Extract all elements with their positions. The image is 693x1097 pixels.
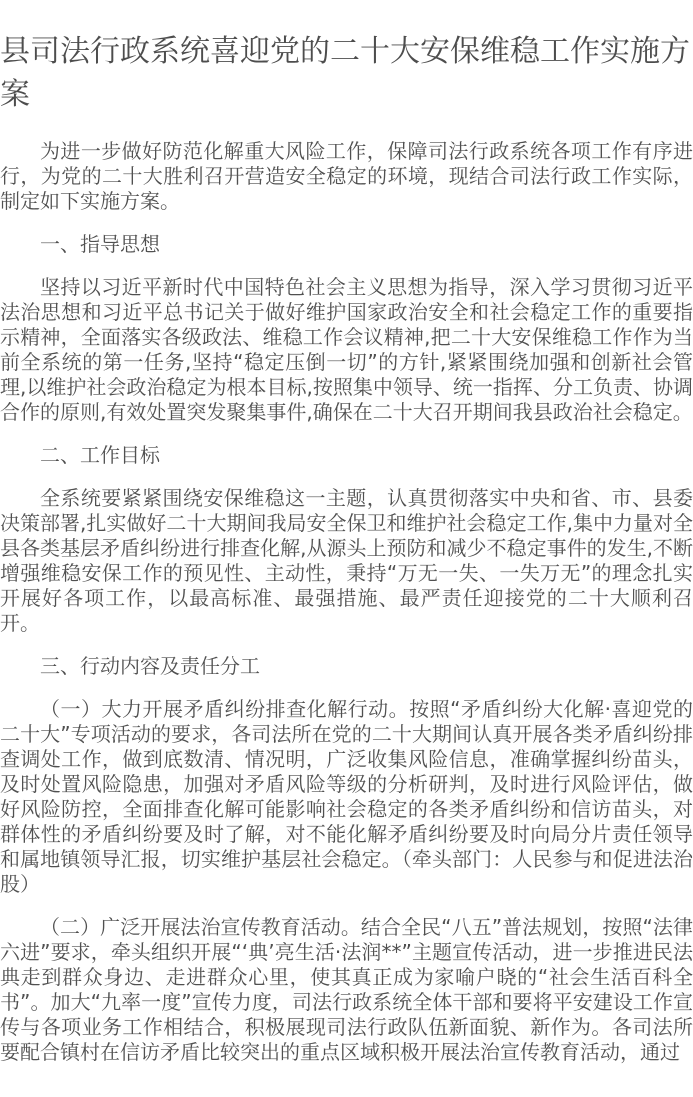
section-heading-action-content: 三、行动内容及责任分工 — [40, 654, 260, 678]
paragraph-action-item-2: （二）广泛开展法治宣传教育活动。结合全民“八五”普法规划，按照“法律六进”要求，牵头组织开展“‘典’亮生活·法润**”主题宣传活动，进一步推进民法典走到群众身边、走进群众心里，使其真正成为家喻户晓的“社会生活百科全书”。加大“九率一度”宣传力度，司法行政系统全体干部和要将平安建设工作宣传与各项业务工作相结合，积极展现司法行政队伍新面貌、新作为。各司法所要配合镇村在信访矛盾比较突出的重点区域积极开展法治宣传教育活动，通过 — [0, 915, 693, 1064]
paragraph-action-item-1: （一）大力开展矛盾纠纷排查化解行动。按照“矛盾纠纷大化解·喜迎党的二十大”专项活动的要求，各司法所在党的二十大期间认真开展各类矛盾纠纷排查调处工作，做到底数清、情况明，广泛收集风险信息，准确掌握纠纷苗头，及时处置风险隐患，加强对矛盾风险等级的分析研判，及时进行风险评估，做好风险防控，全面排查化解可能影响社会稳定的各类矛盾纠纷和信访苗头，对群体性的矛盾纠纷要及时了解，对不能化解矛盾纠纷要及时向局分片责任领导和属地镇领导汇报，切实维护基层社会稳定。（牵头部门：人民参与和促进法治股） — [0, 697, 693, 896]
intro-paragraph: 为进一步做好防范化解重大风险工作，保障司法行政系统各项工作有序进行，为党的二十大胜利召开营造安全稳定的环境，现结合司法行政工作实际，制定如下实施方案。 — [0, 139, 693, 213]
paragraph-work-goals: 全系统要紧紧围绕安保维稳这一主题，认真贯彻落实中央和省、市、县委决策部署,扎实做好二十大期间我局安全保卫和维护社会稳定工作,集中力量对全县各类基层矛盾纠纷进行排查化解,从源头上预防和减少不稳定事件的发生,不断增强维稳安保工作的预见性、主动性，秉持“万无一失、一失万无”的理念扎实开展好各项工作，以最高标准、最强措施、最严责任迎接党的二十大顺利召开。 — [0, 486, 693, 635]
section-heading-guiding-ideology: 一、指导思想 — [40, 232, 160, 256]
paragraph-guiding-ideology: 坚持以习近平新时代中国特色社会主义思想为指导，深入学习贯彻习近平法治思想和习近平总书记关于做好维护国家政治安全和社会稳定工作的重要指示精神，全面落实各级政法、维稳工作会议精神,把二十大安保维稳工作作为当前全系统的第一任务,坚持“稳定压倒一切”的方针,紧紧围绕加强和创新社会管理,以维护社会政治稳定为根本目标,按照集中领导、统一指挥、分工负责、协调合作的原则,有效处置突发聚集事件,确保在二十大召开期间我县政治社会稳定。 — [0, 275, 693, 424]
document-title: 县司法行政系统喜迎党的二十大安保维稳工作实施方案 — [0, 34, 690, 112]
section-heading-work-goals: 二、工作目标 — [40, 443, 160, 467]
